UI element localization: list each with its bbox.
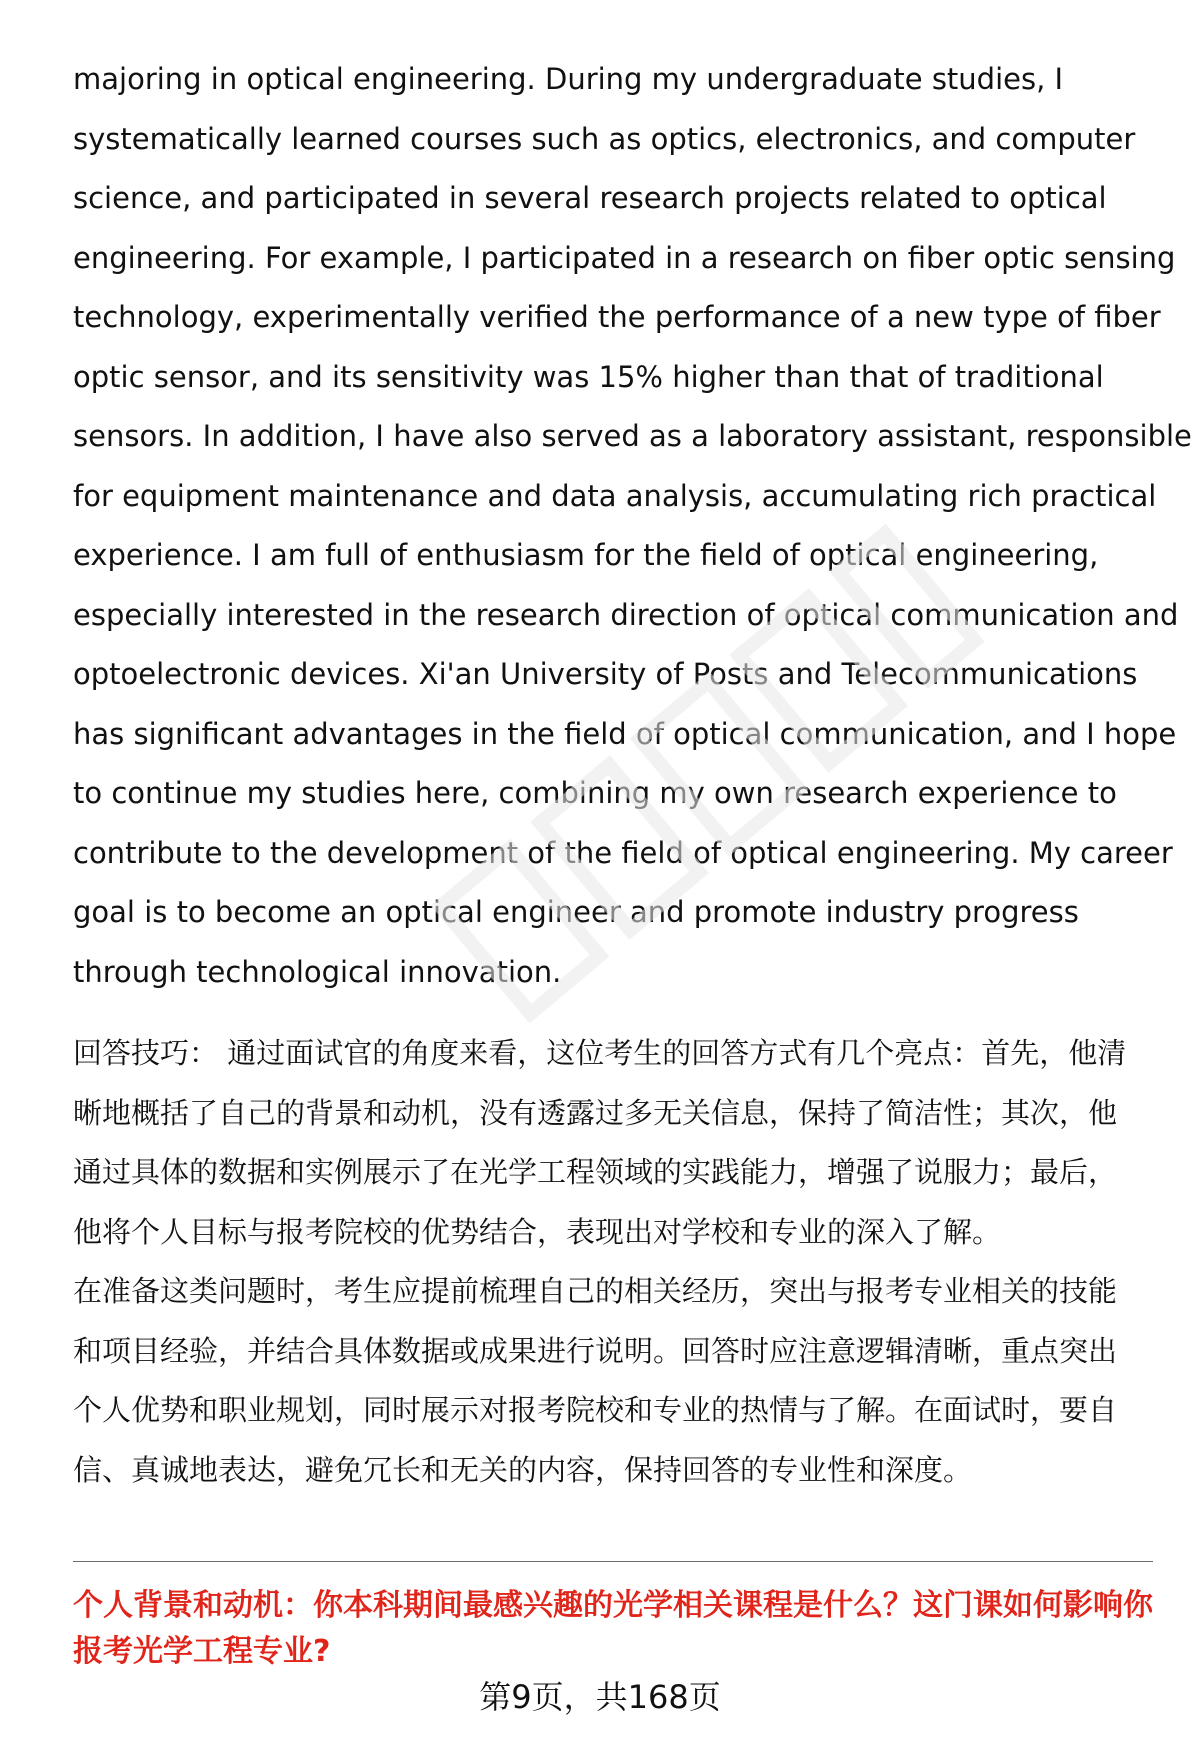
answer-line: experience. I am full of enthusiasm for the field of optical engineering,	[73, 538, 1099, 572]
tips-line: 个人优势和职业规划，同时展示对报考院校和专业的热情与了解。在面试时，要自	[73, 1393, 1118, 1427]
section-divider	[73, 1561, 1153, 1562]
answer-line: science, and participated in several research projects related to optical	[73, 181, 1107, 215]
document-page	[73, 50, 1192, 1500]
page-number-footer: 第9页，共168页	[479, 1678, 721, 1716]
answer-line: to continue my studies here, combining my own research experience to	[73, 776, 1117, 810]
tips-line: 和项目经验，并结合具体数据或成果进行说明。回答时应注意逻辑清晰，重点突出	[73, 1333, 1118, 1368]
answer-line: engineering. For example, I participated in a research on fiber optic sensing	[73, 240, 1176, 275]
answer-line: through technological innovation.	[73, 954, 562, 989]
answer-line: systematically learned courses such as optics, electronics, and computer	[73, 121, 1136, 156]
answer-line: goal is to become an optical engineer and promote industry progress	[73, 895, 1079, 929]
next-question-heading	[73, 1583, 1163, 1675]
tips-line: 回答技巧： 通过面试官的角度来看，这位考生的回答方式有几个亮点：首先，他清	[73, 1036, 1127, 1070]
answer-line: majoring in optical engineering. During my undergraduate studies, I	[73, 62, 1064, 96]
answer-line: optic sensor, and its sensitivity was 15% higher than that of traditional	[73, 359, 1104, 394]
answer-line: technology, experimentally verified the performance of a new type of fiber	[73, 300, 1161, 334]
tips-line: 信、真诚地表达，避免冗长和无关的内容，保持回答的专业性和深度。	[73, 1452, 973, 1487]
answer-tips	[73, 1024, 1153, 1500]
answer-line: sensors. In addition, I have also served as a laboratory assistant, responsible	[73, 419, 1192, 453]
answer-line: optoelectronic devices. Xi'an University of Posts and Telecommunications	[73, 657, 1138, 691]
tips-line: 他将个人目标与报考院校的优势结合，表现出对学校和专业的深入了解。	[73, 1214, 1002, 1249]
answer-line: contribute to the development of the field of optical engineering. My career	[73, 835, 1173, 870]
answer-line: for equipment maintenance and data analysis, accumulating rich practical	[73, 478, 1157, 513]
tips-line: 通过具体的数据和实例展示了在光学工程领域的实践能力，增强了说服力；最后，	[73, 1155, 1118, 1189]
answer-paragraph	[73, 50, 1192, 1002]
answer-line: has significant advantages in the field of optical communication, and I hope	[73, 716, 1177, 751]
question-line: 个人背景和动机：你本科期间最感兴趣的光学相关课程是什么？这门课如何影响你	[73, 1588, 1153, 1623]
tips-line: 在准备这类问题时，考生应提前梳理自己的相关经历，突出与报考专业相关的技能	[73, 1274, 1118, 1308]
question-line: 报考光学工程专业?	[73, 1634, 331, 1669]
tips-line: 晰地概括了自己的背景和动机，没有透露过多无关信息，保持了简洁性；其次，他	[73, 1095, 1118, 1130]
answer-line: especially interested in the research direction of optical communication and	[73, 597, 1179, 632]
